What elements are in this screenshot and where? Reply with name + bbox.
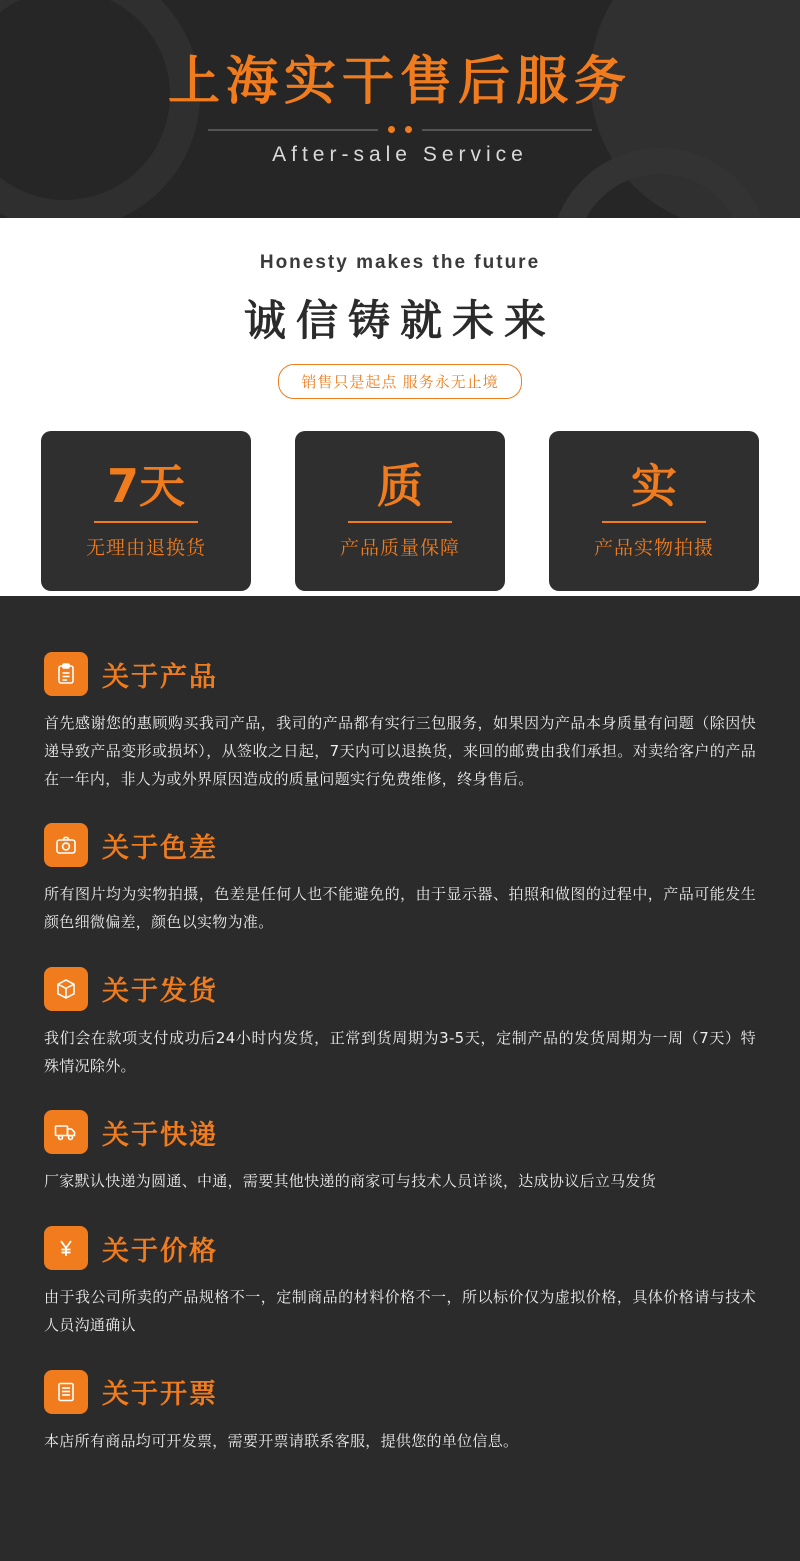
hero-subtitle: After-sale Service (272, 143, 528, 166)
guarantee-card-rule (602, 521, 706, 523)
guarantee-card-small: 产品实物拍摄 (593, 537, 714, 559)
section-shipping (44, 967, 756, 1081)
divider-line-left (208, 129, 378, 131)
hero-divider (0, 126, 800, 133)
section-color (44, 823, 756, 937)
slogan-pill: 销售只是起点 服务永无止境 (278, 364, 521, 399)
divider-line-right (422, 129, 592, 131)
divider-dot-right (405, 126, 412, 133)
section-body: 由于我公司所卖的产品规格不一，定制商品的材料价格不一，所以标价仅为虚拟价格，具体价格请与技术人员沟通确认 (44, 1288, 756, 1334)
slogan-english: Honesty makes the future (259, 252, 541, 273)
section-header (44, 823, 756, 867)
truck-icon (44, 1110, 88, 1154)
section-express (44, 1110, 756, 1196)
guarantee-card (295, 431, 505, 591)
invoice-icon (44, 1370, 88, 1414)
guarantee-card-rule (94, 521, 198, 523)
section-title: 关于开票 (102, 1379, 218, 1410)
box-icon (44, 967, 88, 1011)
section-body: 首先感谢您的惠顾购买我司产品，我司的产品都有实行三包服务，如果因为产品本身质量有问题（除因快递导致产品变形或损坏），从签收之日起，7天内可以退换货，来回的邮费由我们承担。对卖给客户的产品在一年内，非人为或外界原因造成的质量问题实行免费维修，终身售后。 (44, 714, 756, 788)
section-body: 本店所有商品均可开发票，需要开票请联系客服，提供您的单位信息。 (44, 1431, 519, 1450)
clipboard-icon (44, 652, 88, 696)
slogan-band (0, 218, 800, 596)
guarantee-card-rule (348, 521, 452, 523)
section-price (44, 1226, 756, 1340)
divider-dot-left (388, 126, 395, 133)
guarantee-card-small: 产品质量保障 (339, 537, 460, 559)
section-invoice (44, 1370, 756, 1456)
section-title: 关于产品 (102, 661, 218, 693)
slogan-chinese: 诚信铸就未来 (243, 296, 556, 345)
hero-banner (0, 0, 800, 218)
section-body: 所有图片均为实物拍摄，色差是任何人也不能避免的，由于显示器、拍照和做图的过程中，产品可能发生颜色细微偏差，颜色以实物为准。 (44, 885, 756, 931)
hero-title: 上海实干售后服务 (167, 52, 632, 112)
section-title: 关于价格 (102, 1235, 218, 1267)
section-body: 厂家默认快递为圆通、中通，需要其他快递的商家可与技术人员详谈，达成协议后立马发货 (44, 1172, 657, 1191)
service-sections (0, 596, 800, 1455)
yen-icon (44, 1226, 88, 1270)
guarantee-card-big: 实 (631, 458, 677, 513)
section-body: 我们会在款项支付成功后24小时内发货，正常到货周期为3-5天，定制产品的发货周期为一周（7天）特殊情况除外。 (44, 1028, 756, 1075)
guarantee-card (41, 431, 251, 591)
section-header (44, 1370, 756, 1414)
section-header (44, 652, 756, 696)
guarantee-card-big: 质 (377, 458, 423, 513)
section-title: 关于快递 (102, 1119, 218, 1151)
guarantee-card-small: 无理由退换货 (85, 537, 206, 559)
section-product (44, 652, 756, 793)
section-header (44, 1110, 756, 1154)
guarantee-card-big: 7天 (106, 458, 185, 513)
section-title: 关于发货 (102, 976, 218, 1008)
guarantee-card (549, 431, 759, 591)
camera-icon (44, 823, 88, 867)
section-title: 关于色差 (102, 832, 218, 864)
section-header (44, 1226, 756, 1270)
guarantee-cards (0, 431, 800, 591)
section-header (44, 967, 756, 1011)
